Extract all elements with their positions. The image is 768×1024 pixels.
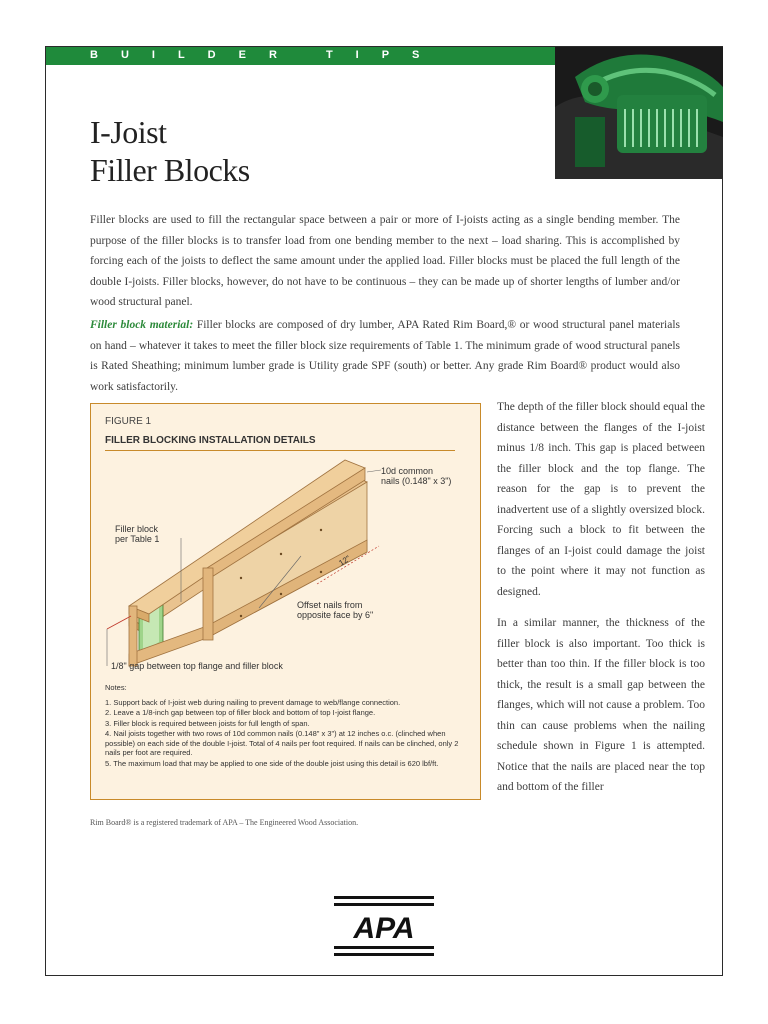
- apa-logo: [334, 896, 434, 956]
- title-line-1: I-Joist: [90, 114, 167, 150]
- note-item: 3. Filler block is required between joists for full length of span.: [105, 718, 310, 728]
- title-line-2: Filler Blocks: [90, 152, 250, 188]
- callout-filler-line1: Filler block: [115, 524, 159, 534]
- callout-filler: [115, 524, 159, 544]
- material-lead: Filler block material:: [90, 319, 194, 331]
- banner-text: BUILDER TIPS: [90, 49, 443, 61]
- figure-notes: [105, 683, 465, 769]
- callout-offset-line1: Offset nails from: [297, 600, 363, 610]
- material-paragraph: [90, 315, 680, 397]
- callout-gap: 1/8" gap between top flange and filler block: [111, 661, 283, 671]
- figure-title: FILLER BLOCKING INSTALLATION DETAILS: [105, 435, 316, 446]
- material-text: Filler blocks are composed of dry lumber, APA Rated Rim Board,® or wood structural panel materials on hand – whatever it takes to meet the filler block size requirements of Table 1. The minimum grade of wood structural panels is Rated Sheathing; minimum lumber grade is Utility grade SPF (south) or better. Any grade Rim Board® product would also work satisfactorily.: [90, 319, 681, 393]
- callout-filler-line2: per Table 1: [115, 534, 160, 544]
- side-column: [497, 397, 705, 809]
- side-paragraph-2: In a similar manner, the thickness of the filler block is also important. Too thick is better than too thin. If the filler block is too thick, the result is a small gap between the flanges, which will not cause a problem. Too thin can cause problems when the nailing schedule shown in Figure 1 is attempted. Notice that the nails are placed near the top and bottom of the filler: [497, 617, 705, 793]
- note-item: 2. Leave a 1/8-inch gap between top of filler block and bottom of top I-joist flange.: [105, 708, 376, 717]
- spacing-label: 12": [337, 553, 353, 568]
- nail-gun-photo: [555, 47, 723, 179]
- note-item: 5. The maximum load that may be applied to one side of the double joist using this detail is 620 lbf/ft.: [105, 758, 439, 768]
- trademark-footnote: Rim Board® is a registered trademark of APA – The Engineered Wood Association.: [90, 818, 359, 827]
- callout-nails-line1: 10d common: [381, 466, 434, 476]
- intro-paragraph: Filler blocks are used to fill the rectangular space between a pair or more of I-joists acting as a single bending member. The purpose of the filler blocks is to transfer load from one bending member to the next – load sharing. This is accomplished by forcing each of the joists to deflect the same amount under the applied load. Filler blocks must be placed the full length of the double I-joists. Filler blocks, however, do not have to be continuous – they can be made up of shorter lengths of lumber and/or wood structural panel.: [90, 214, 680, 308]
- joist-diagram: [91, 456, 480, 681]
- logo-text: APA: [353, 912, 415, 945]
- notes-heading: Notes:: [105, 683, 127, 692]
- callout-nails: [381, 466, 451, 486]
- note-item: 4. Nail joists together with two rows of 10d common nails (0.148" x 3") at 12 inches o.c. (clinched when possible) on each side of the double I-joist. Total of 4 nails per foot required. If nails can be clinched, only 2 nails per foot are required.: [105, 729, 459, 757]
- figure-rule: [105, 450, 455, 451]
- figure-1: [90, 403, 481, 800]
- callout-nails-line2: nails (0.148" x 3"): [381, 476, 452, 486]
- callout-offset-line2: opposite face by 6": [297, 610, 374, 620]
- side-paragraph-1: The depth of the filler block should equal the distance between the flanges of the I-joist minus 1/8 inch. This gap is placed between the filler block and the top flange. The reason for the gap is to prevent the inadvertent use of a slightly oversized block. Forcing such a block to fit between the flanges of an I-joist could damage the joist to the point where it may not function as designed.: [497, 401, 705, 598]
- page-title: [90, 113, 250, 189]
- figure-label: FIGURE 1: [105, 416, 152, 427]
- callout-offset: [297, 600, 373, 620]
- note-item: 1. Support back of I-joist web during nailing to prevent damage to web/flange connection.: [105, 697, 401, 707]
